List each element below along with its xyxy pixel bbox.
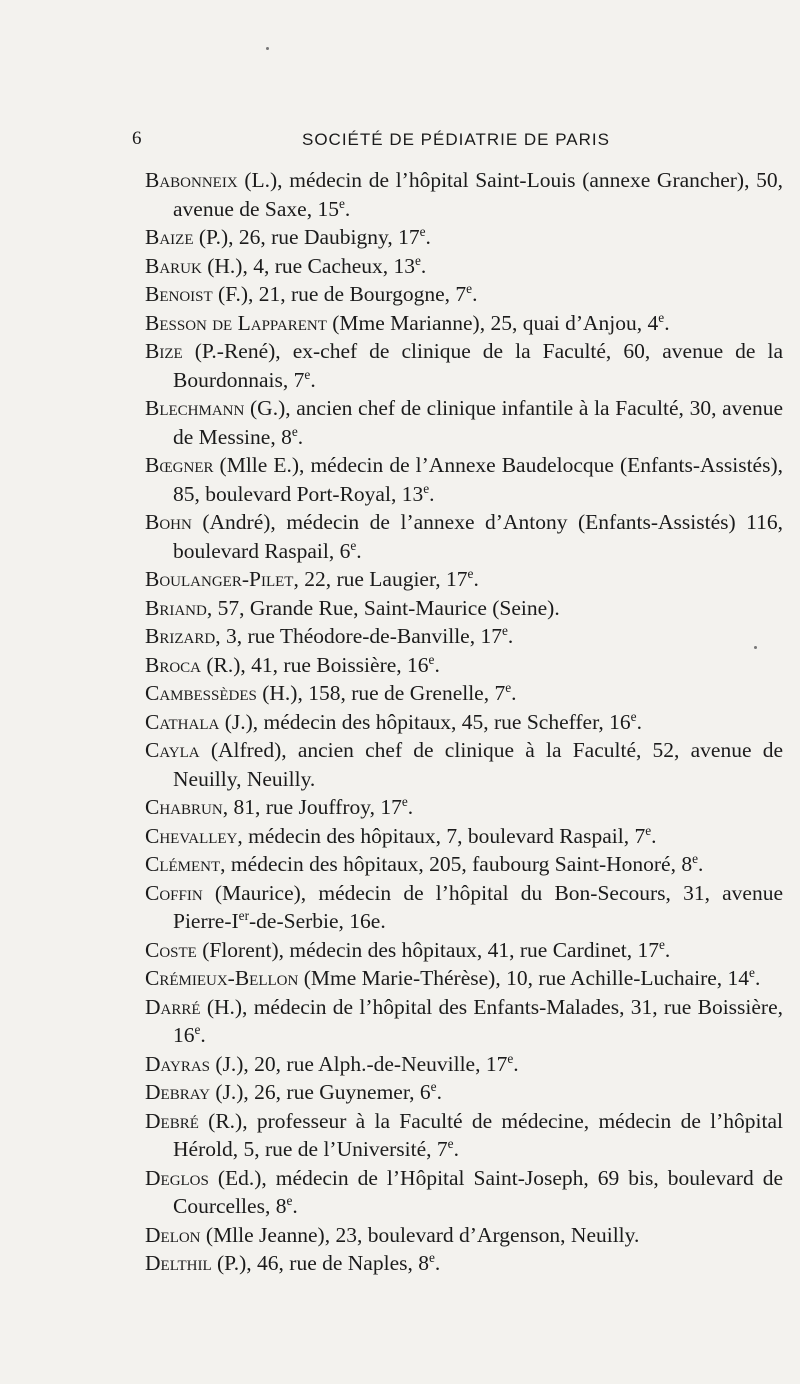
entry-end: . [344,196,351,221]
member-details: (F.), 21, rue de Bourgogne, 7 [212,282,467,306]
member-details: , médecin des hôpitaux, 205, faubourg Saint-Honoré, 8 [220,852,693,876]
ordinal-suffix: e [505,680,512,696]
member-details: (J.), 20, rue Alph.-de-Neuville, 17 [210,1051,508,1076]
member-details: (Florent), médecin des hôpitaux, 41, rue Cardinet, 17 [196,937,659,962]
entry-end: . [434,652,440,677]
entry-end: . [356,538,362,563]
member-name: Delthil [145,1251,212,1275]
member-details: (Maurice), médecin de l’hôpital du Bon-Secours, 31, avenue Pierre-I [173,880,783,933]
member-entry [145,1107,783,1164]
member-details: , 22, rue Laugier, 17 [293,567,468,591]
member-name: Deglos [145,1165,209,1190]
member-name: Delon [145,1222,201,1247]
entry-end: . [429,481,435,506]
member-details: (L.), médecin de l’hôpital Saint-Louis (annexe Grancher), 50, avenue de Saxe, 15 [173,168,783,221]
member-details: (R.), professeur à la Faculté de médecine, médecin de l’hôpital Hérold, 5, rue de l’Université, 7 [173,1108,783,1161]
entry-end: . [754,966,761,990]
entry-end: . [511,681,517,705]
member-details: (P.-René), ex-chef de clinique de la Faculté, 60, avenue de la Bourdonnais, 7 [173,339,783,392]
member-entry [145,394,783,451]
member-entry [145,936,783,965]
member-name: Baruk [145,253,202,278]
member-entry [145,166,783,223]
member-details: (Alfred), ancien chef de clinique à la Faculté, 52, avenue de Neuilly, Neuilly. [173,738,783,791]
entry-end: . [636,709,642,734]
member-entry [145,565,783,594]
ordinal-suffix: e [645,822,652,838]
member-name: Bize [145,339,183,363]
member-entry [145,622,783,651]
entry-end: . [472,282,478,306]
ordinal-suffix: e [415,252,421,268]
entry-end: . [698,852,704,876]
entry-end: . [425,225,431,249]
entry-end: -de-Serbie, 16e. [249,909,386,933]
page-number: 6 [132,128,142,149]
ordinal-suffix: e [430,1079,437,1095]
ordinal-suffix: e [304,366,311,382]
member-name: Besson de Lapparent [145,310,327,335]
ordinal-suffix: e [338,195,345,211]
member-entry [145,252,783,281]
member-entry [145,1050,783,1079]
member-details: (P.), 46, rue de Naples, 8 [211,1251,429,1275]
member-entry [145,850,783,879]
member-details: (H.), médecin de l’hôpital des Enfants-Malades, 31, rue Boissière, 16 [173,994,783,1047]
member-name: Babonneix [145,168,238,192]
entry-end: . [297,424,304,449]
entry-end: . [651,823,657,848]
member-name: Bohn [145,510,192,534]
member-name: Chabrun [145,795,223,819]
ordinal-suffix: e [467,566,474,582]
ordinal-suffix: e [749,965,755,981]
member-details: (H.), 4, rue Cacheux, 13 [201,253,415,278]
ordinal-suffix: e [692,851,699,867]
member-entry [145,309,783,338]
entry-end: . [310,367,316,392]
member-entry [145,679,783,708]
member-name: Benoist [145,282,213,306]
ordinal-suffix: e [423,480,430,496]
paper-speck [266,47,269,50]
entry-end: . [664,310,670,335]
member-name: Blechmann [145,396,245,420]
entry-end: . [664,937,671,962]
member-details: , 81, rue Jouffroy, 17 [222,795,402,819]
entry-end: . [292,1194,298,1218]
entry-end: . [434,1251,441,1275]
ordinal-suffix: e [291,423,298,439]
entry-end: . [453,1137,459,1161]
member-entry [145,508,783,565]
entry-end: . [513,1051,519,1076]
entry-end: . [436,1080,442,1104]
member-entry [145,736,783,793]
member-details: , 3, rue Théodore-de-Banville, 17 [215,624,502,648]
member-entry [145,594,783,623]
page-header [132,128,752,152]
member-entry [145,223,783,252]
member-entry [145,964,783,993]
entry-end: . [507,624,514,648]
member-name: Clément [145,852,221,876]
ordinal-suffix: e [466,281,473,297]
member-details: (Mme Marie-Thérèse), 10, rue Achille-Luchaire, 14 [298,966,750,990]
member-name: Broca [145,652,202,677]
ordinal-suffix: e [428,1250,435,1266]
entry-end: . [420,253,427,278]
member-details: (Mlle Jeanne), 23, boulevard d’Argenson, Neuilly. [200,1222,640,1247]
member-entry [145,280,783,309]
ordinal-suffix: e [286,1193,293,1209]
member-name: Coste [145,937,197,962]
ordinal-suffix: e [350,537,357,553]
member-details: (Mme Marianne), 25, quai d’Anjou, 4 [326,310,659,335]
member-entry [145,879,783,936]
member-entry [145,1078,783,1107]
member-name: Cambessèdes [145,681,257,705]
member-details: , 57, Grande Rue, Saint-Maurice (Seine). [206,595,560,620]
member-name: Boulanger-Pilet [145,567,294,591]
member-name: Crémieux-Bellon [145,966,299,990]
entry-end: . [473,567,479,591]
ordinal-suffix: e [447,1136,454,1152]
ordinal-suffix: e [401,794,408,810]
member-details: (Mlle E.), médecin de l’Annexe Baudelocque (Enfants-Assistés), 85, boulevard Port-Royal, 13 [173,453,783,506]
member-entry [145,1249,783,1278]
member-list [145,166,783,1278]
ordinal-suffix: e [194,1022,201,1038]
member-entry [145,708,783,737]
member-name: Chevalley [145,823,238,848]
ordinal-suffix: e [658,309,665,325]
member-entry [145,651,783,680]
ordinal-suffix: e [630,708,637,724]
member-details: (P.), 26, rue Daubigny, 17 [193,225,420,249]
member-name: Baize [145,225,194,249]
member-entry [145,1164,783,1221]
member-details: (G.), ancien chef de clinique infantile à la Faculté, 30, avenue de Messine, 8 [173,396,783,449]
entry-end: . [407,795,414,819]
ordinal-suffix: er [238,908,250,924]
member-name: Cathala [145,709,220,734]
member-details: , médecin des hôpitaux, 7, boulevard Raspail, 7 [237,823,646,848]
member-name: Debray [145,1080,210,1104]
running-title: SOCIÉTÉ DE PÉDIATRIE DE PARIS [302,130,610,149]
ordinal-suffix: e [658,936,665,952]
member-entry [145,793,783,822]
member-entry [145,822,783,851]
member-details: (André), médecin de l’annexe d’Antony (Enfants-Assistés) 116, boulevard Raspail, 6 [173,510,783,563]
member-name: Coffin [145,880,203,905]
member-details: (Ed.), médecin de l’Hôpital Saint-Joseph, 69 bis, boulevard de Courcelles, 8 [173,1165,783,1218]
member-entry [145,1221,783,1250]
ordinal-suffix: e [501,623,508,639]
entry-end: . [200,1023,206,1047]
member-name: Dayras [145,1051,210,1076]
member-name: Briand [145,595,207,620]
member-name: Brizard [145,624,216,648]
paper-speck [754,646,757,649]
member-name: Darré [145,994,201,1019]
member-details: (J.), médecin des hôpitaux, 45, rue Scheffer, 16 [219,709,631,734]
ordinal-suffix: e [507,1050,514,1066]
ordinal-suffix: e [428,651,435,667]
member-entry [145,451,783,508]
member-name: Cayla [145,738,200,762]
member-name: Debré [145,1108,199,1133]
member-entry [145,337,783,394]
member-details: (R.), 41, rue Boissière, 16 [201,652,429,677]
member-entry [145,993,783,1050]
member-details: (J.), 26, rue Guynemer, 6 [210,1080,431,1104]
member-details: (H.), 158, rue de Grenelle, 7 [256,681,506,705]
ordinal-suffix: e [419,224,426,240]
member-name: Bœgner [145,453,214,477]
